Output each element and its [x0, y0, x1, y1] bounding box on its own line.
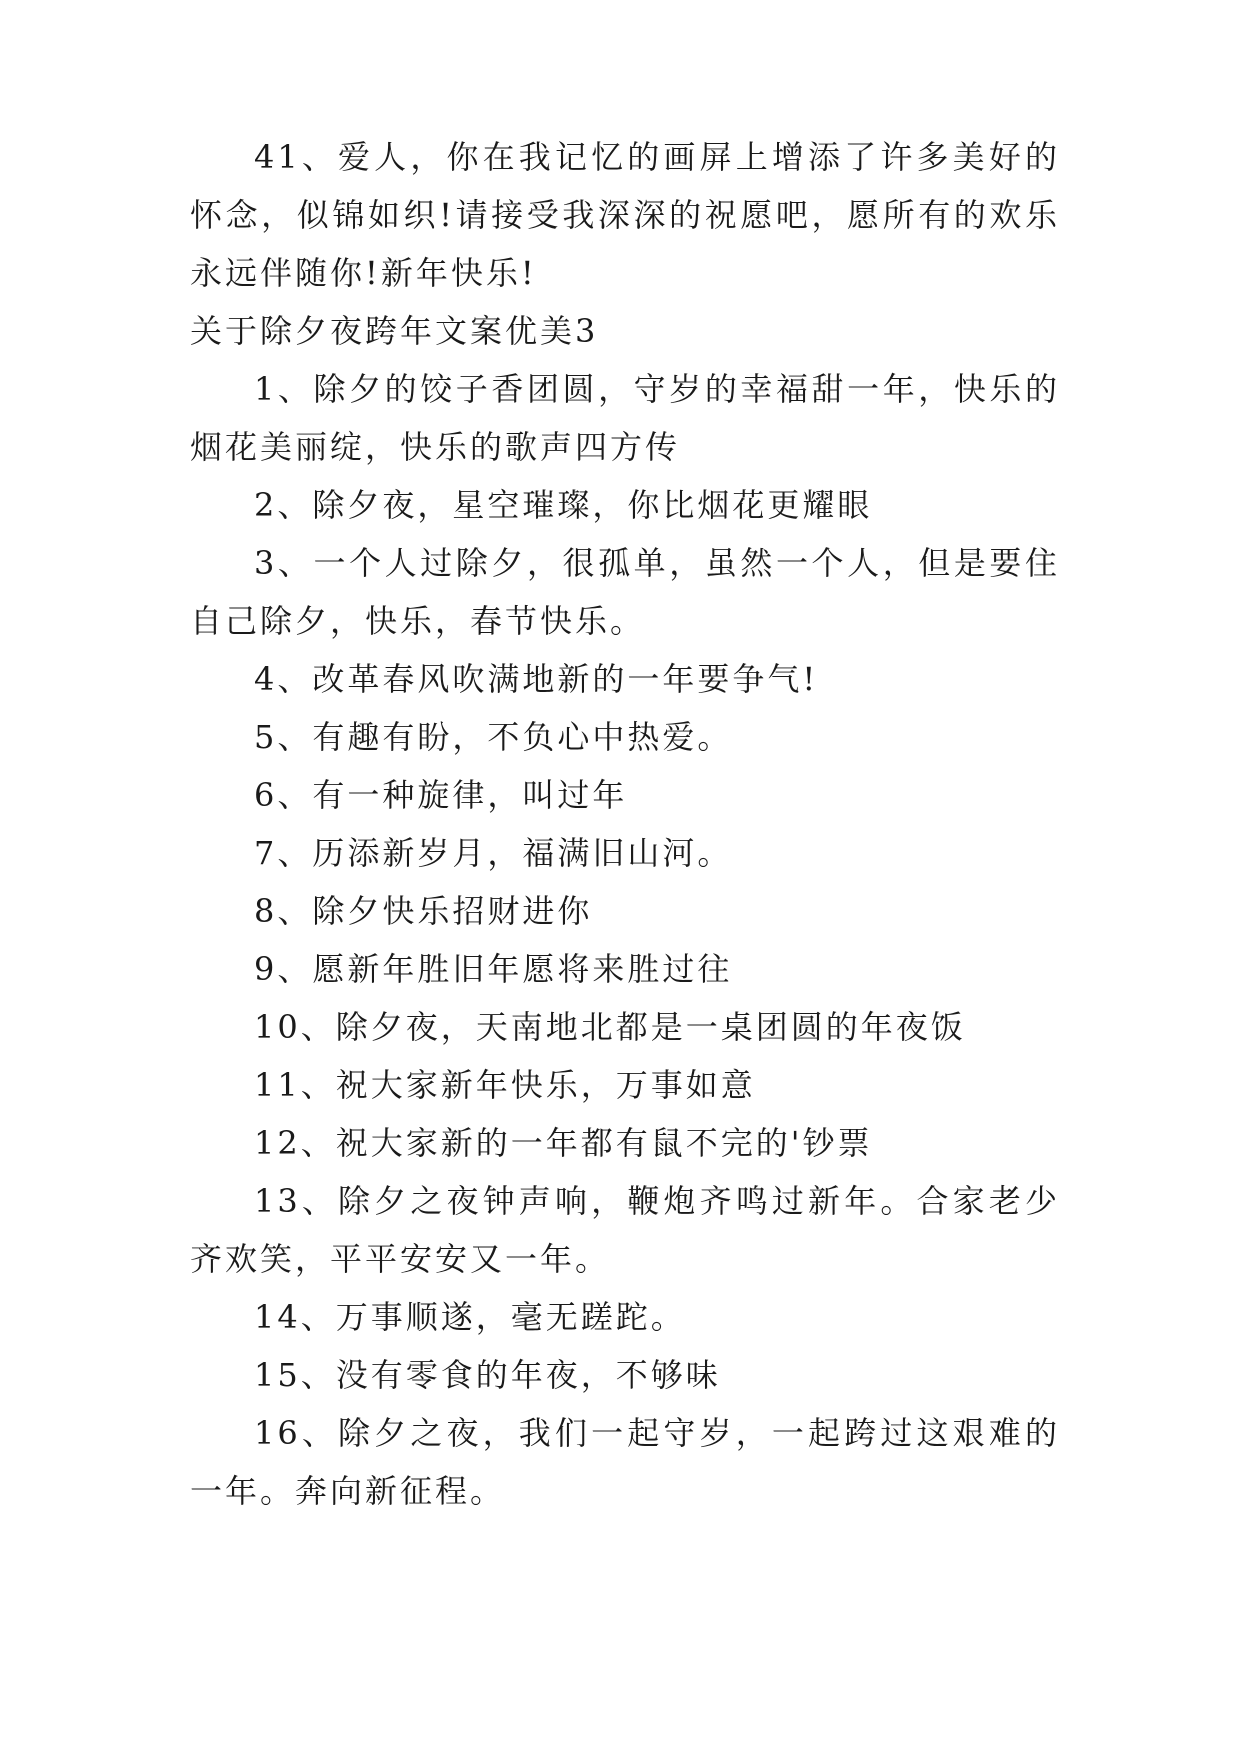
list-item: 5、有趣有盼，不负心中热爱。 — [254, 718, 733, 756]
list-item: 11、祝大家新年快乐，万事如意 — [254, 1066, 756, 1104]
list-item: 10、除夕夜，天南地北都是一桌团圆的年夜饭 — [254, 1008, 966, 1046]
list-item: 3、一个人过除夕，很孤单，虽然一个人，但是要住自己除夕，快乐，春节快乐。 — [190, 544, 1060, 640]
list-item: 7、历添新岁月，福满旧山河。 — [254, 834, 733, 872]
list-item: 4、改革春风吹满地新的一年要争气! — [254, 660, 819, 698]
intro-paragraph: 41、爱人，你在我记忆的画屏上增添了许多美好的怀念，似锦如织!请接受我深深的祝愿吧，愿所有的欢乐永远伴随你!新年快乐! — [190, 138, 1060, 292]
list-item: 16、除夕之夜，我们一起守岁，一起跨过这艰难的一年。奔向新征程。 — [190, 1414, 1060, 1510]
list-item: 2、除夕夜，星空璀璨，你比烟花更耀眼 — [254, 486, 873, 524]
list-item: 1、除夕的饺子香团圆，守岁的幸福甜一年，快乐的烟花美丽绽，快乐的歌声四方传 — [190, 370, 1060, 466]
document-page — [190, 128, 1060, 1520]
list-item: 9、愿新年胜旧年愿将来胜过往 — [254, 950, 733, 988]
list-item: 12、祝大家新的一年都有鼠不完的'钞票 — [254, 1124, 873, 1162]
section-heading: 关于除夕夜跨年文案优美3 — [190, 312, 599, 350]
list-item: 14、万事顺遂，毫无蹉跎。 — [254, 1298, 686, 1336]
list-item: 6、有一种旋律，叫过年 — [254, 776, 628, 814]
list-item: 13、除夕之夜钟声响，鞭炮齐鸣过新年。合家老少齐欢笑，平平安安又一年。 — [190, 1182, 1060, 1278]
list-item: 8、除夕快乐招财进你 — [254, 892, 593, 930]
list-item: 15、没有零食的年夜，不够味 — [254, 1356, 721, 1394]
